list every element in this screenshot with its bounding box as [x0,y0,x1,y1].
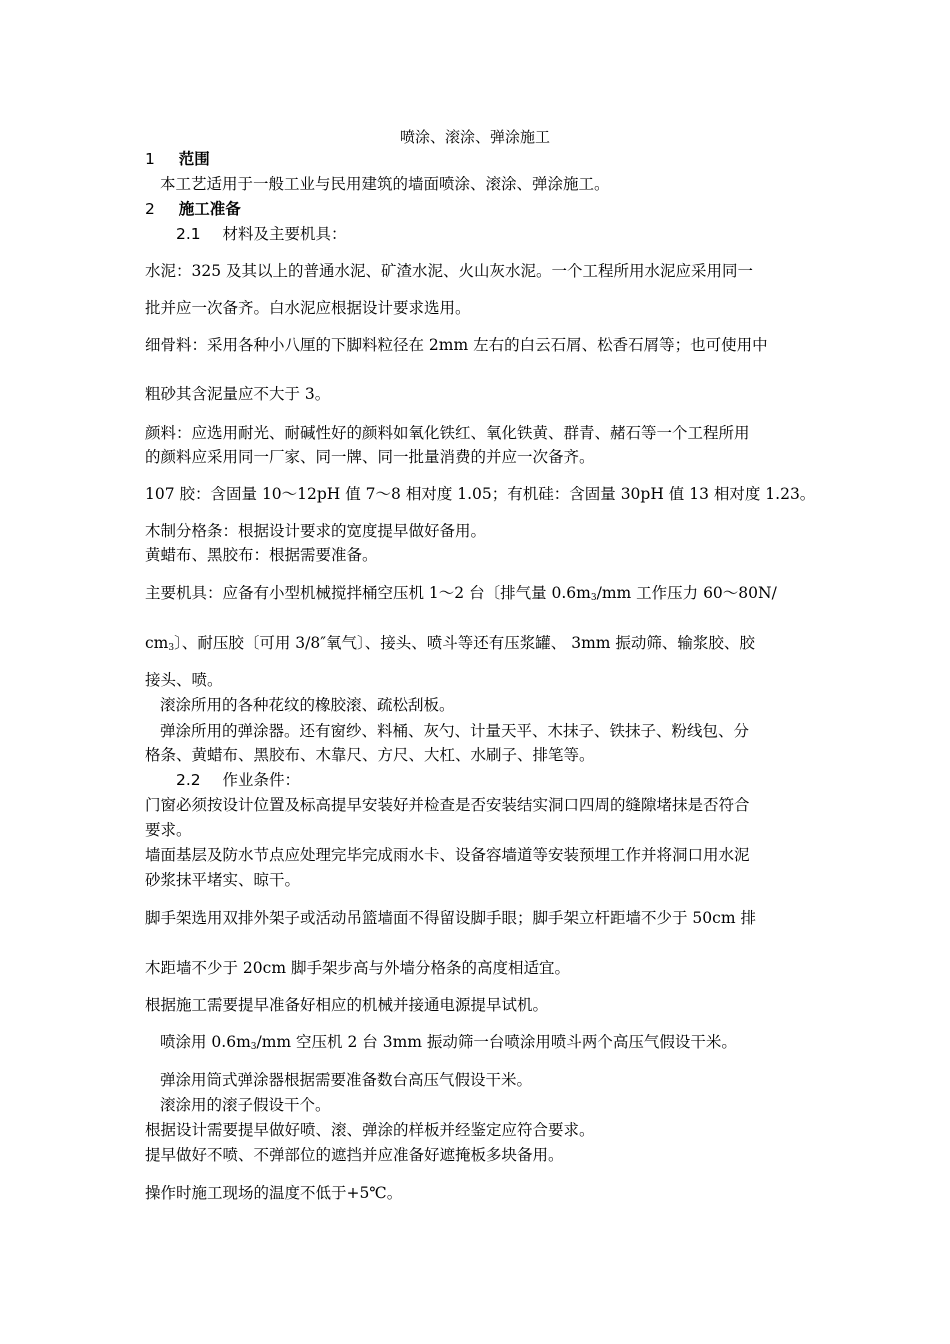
pigment-line-1: 颜料：应选用耐光、耐碱性好的颜料如氧化铁红、氧化铁黄、群青、赭石等一个工程所用 [145,424,750,442]
tools-text: /mm 工作压力 60～80N/ [596,584,777,602]
sample-line: 根据设计需要提早做好喷、滚、弹涂的样板并经鉴定应符合要求。 [145,1121,595,1139]
spray-text: 喷涂用 0.6m [160,1033,251,1051]
scaffold-line-2: 木距墙不少于 20cm 脚手架步高与外墙分格条的高度相适宜。 [145,959,570,977]
subscript: 3 [590,593,597,603]
wax-cloth-line: 黄蜡布、黑胶布：根据需要准备。 [145,546,378,564]
subscript: 3 [250,1042,257,1052]
section-1-heading [145,149,210,169]
door-line-1: 门窗必须按设计位置及标高提早安装好并检查是否安装结实洞口四周的缝隙堵抹是否符合 [145,796,750,814]
tools-line-3: 接头、喷。 [145,671,223,689]
section-number: 2 [145,200,155,218]
subsection-2-1-heading [176,224,347,244]
subsection-2-2-heading [176,770,300,790]
tools-text: 主要机具：应备有小型机械搅拌桶空压机 1～2 台〔排气量 0.6m [145,584,591,602]
document-title: 喷涂、滚涂、弹涂施工 [399,128,550,146]
section-title: 范围 [178,150,210,168]
section-title: 施工准备 [178,200,241,218]
springer-line: 弹涂用筒式弹涂器根据需要准备数台高压气假设干米。 [160,1071,533,1089]
temperature-line: 操作时施工现场的温度不低于+5℃。 [145,1184,403,1202]
section-number: 1 [145,150,155,168]
subscript: 3 [168,643,175,653]
section-1-body: 本工艺适用于一般工业与民用建筑的墙面喷涂、滚涂、弹涂施工。 [160,175,610,193]
section-2-heading [145,199,241,219]
subsection-number: 2.2 [176,771,201,789]
glue-line: 107 胶：含固量 10～12pH 值 7～8 相对度 1.05；有机硅：含固量 30pH 值 13 相对度 1.23。 [145,485,816,503]
spring-tools-line-2: 格条、黄蜡布、黑胶布、木靠尺、方尺、大杠、水刷子、排笔等。 [145,746,595,764]
shield-line: 提早做好不喷、不弹部位的遮挡并应准备好遮掩板多块备用。 [145,1146,564,1164]
roll-tools-line: 滚涂所用的各种花纹的橡胶滚、疏松刮板。 [160,696,455,714]
scaffold-line-1: 脚手架选用双排外架子或活动吊篮墙面不得留设脚手眼；脚手架立杆距墙不少于 50cm 排 [145,909,756,927]
subsection-number: 2.1 [176,225,201,243]
door-line-2: 要求。 [145,821,192,839]
wall-line-2: 砂浆抹平堵实、晾干。 [145,871,301,889]
aggregate-line-1: 细骨料：采用各种小八厘的下脚料粒径在 2mm 左右的白云石屑、松香石屑等；也可使用中 [145,336,768,354]
pigment-line-2: 的颜料应采用同一厂家、同一牌、同一批量消费的并应一次备齐。 [145,448,595,466]
machine-line: 根据施工需要提早准备好相应的机械并接通电源提早试机。 [145,996,549,1014]
subsection-title: 材料及主要机具： [222,225,347,243]
cement-line-2: 批并应一次备齐。白水泥应根据设计要求选用。 [145,299,471,317]
tools-line-2 [145,633,755,658]
subsection-title: 作业条件： [222,771,301,789]
wall-line-1: 墙面基层及防水节点应处理完毕完成雨水卡、设备容墙道等安装预埋工作并将洞口用水泥 [145,846,750,864]
spring-tools-line-1: 弹涂所用的弹涂器。还有窗纱、料桶、灰勺、计量天平、木抹子、铁抹子、粉线包、分 [160,722,750,740]
tools-line-1 [145,583,777,608]
spray-line [160,1032,737,1057]
aggregate-line-2: 粗砂其含泥量应不大于 3。 [145,385,331,403]
roller-line: 滚涂用的滚子假设干个。 [160,1096,331,1114]
tools-text: cm [145,634,169,652]
spray-text: /mm 空压机 2 台 3mm 振动筛一台喷涂用喷斗两个高压气假设干米。 [256,1033,737,1051]
cement-line-1: 水泥：325 及其以上的普通水泥、矿渣水泥、火山灰水泥。一个工程所用水泥应采用同一 [145,262,754,280]
grid-strip-line: 木制分格条：根据设计要求的宽度提早做好备用。 [145,522,487,540]
tools-text: 〕、耐压胶〔可用 3/8″氧气〕、接头、喷斗等还有压浆罐、 3mm 振动筛、输浆胶、胶 [174,634,755,652]
